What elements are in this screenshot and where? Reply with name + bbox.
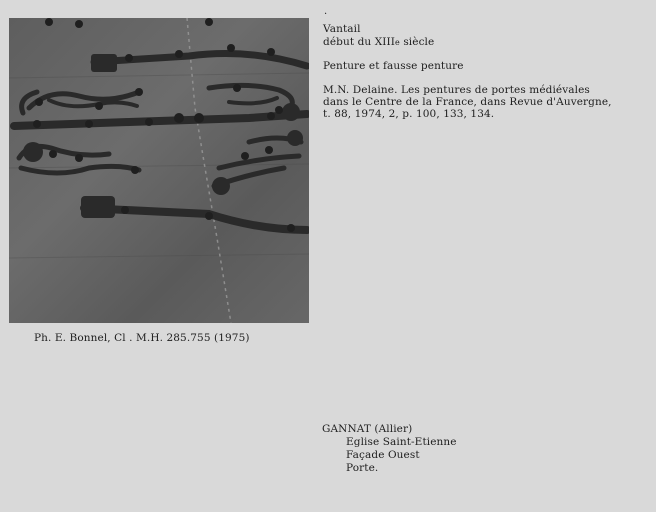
date-prefix: début du XIII [323, 36, 396, 48]
location-element: Porte. [346, 462, 379, 474]
subject-label: Penture et fausse penture [323, 60, 464, 72]
door-photograph [9, 18, 309, 323]
bibliography-line-2: dans le Centre de la France, dans Revue d'Auvergne, [323, 96, 612, 108]
date-label [323, 36, 434, 49]
department-name: (Allier) [374, 423, 413, 435]
bibliography-line-3: t. 88, 1974, 2, p. 100, 133, 134. [323, 108, 495, 120]
date-suffix: siècle [399, 36, 435, 48]
location-town [322, 423, 412, 436]
date-century-suffix: e [395, 38, 400, 47]
location-part: Façade Ouest [346, 449, 420, 461]
bibliography-line-1: M.N. Delaine. Les pentures de portes médiévales [323, 84, 590, 96]
object-label: Vantail [323, 23, 361, 35]
photo-credit: Ph. E. Bonnel, Cl . M.H. 285.755 (1975) [34, 332, 250, 344]
town-name: GANNAT [322, 423, 371, 435]
marker-dot: . [324, 6, 328, 17]
location-building: Eglise Saint-Etienne [346, 436, 457, 448]
door-ironwork-image [9, 18, 309, 323]
